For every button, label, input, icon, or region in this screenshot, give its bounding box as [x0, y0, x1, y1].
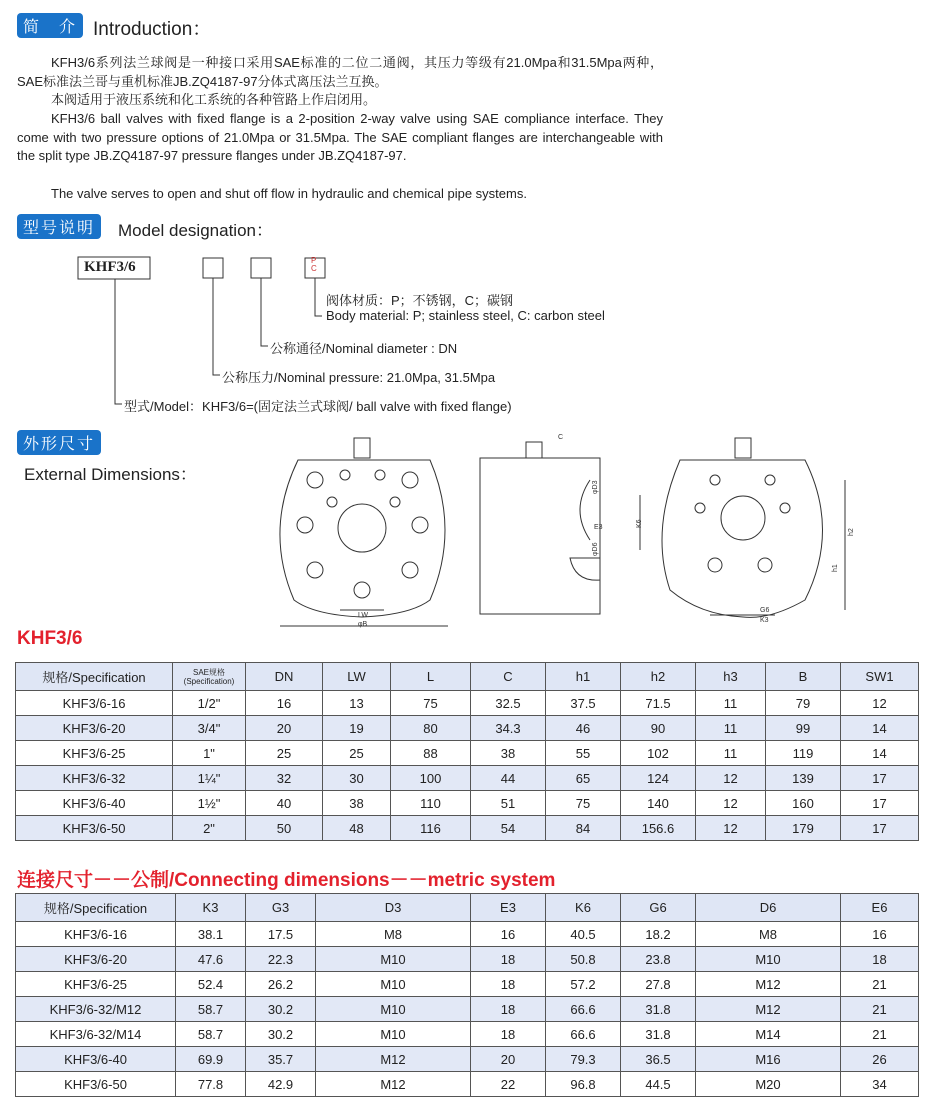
table-cell: 18 — [471, 947, 546, 972]
table-cell: 12 — [841, 691, 919, 716]
intro-badge: 简 介 — [17, 13, 83, 38]
table-cell: 12 — [696, 791, 766, 816]
table-cell: 11 — [696, 691, 766, 716]
table-cell: 16 — [471, 922, 546, 947]
table-cell: KHF3/6-20 — [16, 716, 173, 741]
table-cell: M10 — [316, 947, 471, 972]
table-cell: 40 — [246, 791, 323, 816]
table-cell: KHF3/6-50 — [16, 1072, 176, 1097]
table-cell: 30.2 — [246, 997, 316, 1022]
table-cell: 179 — [766, 816, 841, 841]
external-dimensions-drawing — [270, 430, 870, 635]
table-cell: 116 — [391, 816, 471, 841]
table-row — [16, 766, 919, 791]
table-row — [16, 1022, 919, 1047]
table-cell: 88 — [391, 741, 471, 766]
table-cell: 38 — [323, 791, 391, 816]
table-cell: 42.9 — [246, 1072, 316, 1097]
table-cell: 58.7 — [176, 1022, 246, 1047]
table-cell: 17 — [841, 766, 919, 791]
table-row — [16, 816, 919, 841]
table-cell: 11 — [696, 741, 766, 766]
model-title: Model designation： — [118, 221, 273, 240]
table2-title: 连接尺寸－－公制/Connecting dimensions－－metric system — [17, 870, 556, 891]
dim-label-h1: h1 — [832, 564, 839, 572]
table-cell: 69.9 — [176, 1047, 246, 1072]
table-row — [16, 716, 919, 741]
table-cell: 27.8 — [621, 972, 696, 997]
table-cell: 40.5 — [546, 922, 621, 947]
model-pc: P C — [311, 256, 317, 273]
column-header: E6 — [841, 894, 919, 922]
table-cell: KHF3/6-20 — [16, 947, 176, 972]
dim-label-d6: φD6 — [592, 542, 599, 556]
column-header: G6 — [621, 894, 696, 922]
table-cell: 18 — [471, 972, 546, 997]
table-cell: 31.8 — [621, 1022, 696, 1047]
column-header: K3 — [176, 894, 246, 922]
table-cell: KHF3/6-32/M14 — [16, 1022, 176, 1047]
table-cell: 57.2 — [546, 972, 621, 997]
column-header: DN — [246, 663, 323, 691]
dim-label-k6: K6 — [636, 519, 643, 528]
front-view — [280, 438, 448, 626]
table-cell: 25 — [246, 741, 323, 766]
table-cell: M12 — [316, 1047, 471, 1072]
table-cell: 17 — [841, 816, 919, 841]
table-cell: 71.5 — [621, 691, 696, 716]
table-cell: 23.8 — [621, 947, 696, 972]
table-cell: 140 — [621, 791, 696, 816]
table-cell: 34.3 — [471, 716, 546, 741]
table-cell: M8 — [696, 922, 841, 947]
table-row — [16, 791, 919, 816]
table-row — [16, 997, 919, 1022]
table-cell: 1" — [173, 741, 246, 766]
side-view — [480, 442, 600, 614]
table-cell: 16 — [841, 922, 919, 947]
intro-en-2: The valve serves to open and shut off flow in hydraulic and chemical pipe systems. — [51, 186, 527, 201]
dim-label-k3: K3 — [760, 617, 769, 624]
table-cell: 119 — [766, 741, 841, 766]
table-row — [16, 691, 919, 716]
table-cell: 20 — [471, 1047, 546, 1072]
table-cell: 30.2 — [246, 1022, 316, 1047]
connecting-dimensions-table — [15, 893, 919, 1097]
table-cell: 66.6 — [546, 997, 621, 1022]
table-cell: 21 — [841, 997, 919, 1022]
table-cell: 32 — [246, 766, 323, 791]
table-cell: 22.3 — [246, 947, 316, 972]
table-cell: 124 — [621, 766, 696, 791]
table-cell: 37.5 — [546, 691, 621, 716]
column-header: SW1 — [841, 663, 919, 691]
intro-en-1: KFH3/6 ball valves with fixed flange is a 2-position 2-way valve using SAE compliance interface. They come with two pressure options of 21.0Mpa or 31.5Mpa. The SAE compliant flanges are interchangeable with the split type JB.ZQ4187-97 pressure flanges under JB.ZQ4187-97. — [17, 111, 663, 164]
dim-label-d3: φD3 — [592, 480, 599, 494]
table-cell: 160 — [766, 791, 841, 816]
table-cell: 14 — [841, 716, 919, 741]
column-header: h2 — [621, 663, 696, 691]
table-cell: 75 — [391, 691, 471, 716]
table-cell: 18.2 — [621, 922, 696, 947]
table-cell: KHF3/6-40 — [16, 1047, 176, 1072]
dim-label-b: φB — [358, 621, 368, 628]
table-cell: 50 — [246, 816, 323, 841]
table-cell: 25 — [323, 741, 391, 766]
table-cell: 47.6 — [176, 947, 246, 972]
column-header: E3 — [471, 894, 546, 922]
table-cell: M20 — [696, 1072, 841, 1097]
table-cell: 65 — [546, 766, 621, 791]
model-code: KHF3/6 — [84, 259, 136, 275]
table-cell: 17.5 — [246, 922, 316, 947]
table-cell: 38.1 — [176, 922, 246, 947]
table-cell: 12 — [696, 816, 766, 841]
column-header: 规格/Specification — [16, 894, 176, 922]
table-cell: 13 — [323, 691, 391, 716]
table-cell: 18 — [841, 947, 919, 972]
header-row — [16, 663, 919, 691]
table-cell: 51 — [471, 791, 546, 816]
table-cell: M12 — [696, 997, 841, 1022]
dim-label-lw: LW — [358, 612, 368, 619]
dim-label-g6: G6 — [760, 607, 770, 614]
table-cell: 32.5 — [471, 691, 546, 716]
header-row — [16, 894, 919, 922]
table-cell: M12 — [316, 1072, 471, 1097]
rear-view — [640, 438, 845, 617]
table-cell: 18 — [471, 1022, 546, 1047]
table-cell: M8 — [316, 922, 471, 947]
table-cell: KHF3/6-16 — [16, 922, 176, 947]
table-cell: 77.8 — [176, 1072, 246, 1097]
table-cell: 21 — [841, 972, 919, 997]
table-cell: 110 — [391, 791, 471, 816]
model-material-cn: 阀体材质：P；不锈钢，C；碳钢 — [326, 293, 514, 308]
table-cell: 11 — [696, 716, 766, 741]
column-header: G3 — [246, 894, 316, 922]
table-cell: 19 — [323, 716, 391, 741]
column-header: h3 — [696, 663, 766, 691]
dim-label-c: C — [558, 434, 564, 441]
column-header: K6 — [546, 894, 621, 922]
dim-label-h2: h2 — [848, 528, 855, 536]
column-header: h1 — [546, 663, 621, 691]
table-cell: 26 — [841, 1047, 919, 1072]
table-cell: M10 — [316, 972, 471, 997]
table-cell: 17 — [841, 791, 919, 816]
table-row — [16, 1047, 919, 1072]
table-cell: 12 — [696, 766, 766, 791]
table-cell: 66.6 — [546, 1022, 621, 1047]
table-cell: 90 — [621, 716, 696, 741]
table1-title: KHF3/6 — [17, 628, 83, 649]
table-cell: 52.4 — [176, 972, 246, 997]
table-cell: 55 — [546, 741, 621, 766]
table-cell: 44.5 — [621, 1072, 696, 1097]
table-cell: 30 — [323, 766, 391, 791]
table-cell: 38 — [471, 741, 546, 766]
table-cell: 48 — [323, 816, 391, 841]
table-cell: KHF3/6-40 — [16, 791, 173, 816]
column-header: L — [391, 663, 471, 691]
handle — [354, 438, 370, 458]
column-header: D3 — [316, 894, 471, 922]
table-cell: M10 — [316, 1022, 471, 1047]
ext-title: External Dimensions： — [24, 465, 197, 484]
table-cell: 58.7 — [176, 997, 246, 1022]
table-cell: 80 — [391, 716, 471, 741]
table-cell: 31.8 — [621, 997, 696, 1022]
table-row — [16, 922, 919, 947]
dim-label-e3: E3 — [594, 524, 603, 531]
table-cell: 84 — [546, 816, 621, 841]
table-row — [16, 1072, 919, 1097]
table-cell: 79 — [766, 691, 841, 716]
table-cell: 1/2" — [173, 691, 246, 716]
model-badge: 型号说明 — [17, 214, 101, 239]
table-cell: 79.3 — [546, 1047, 621, 1072]
table-cell: KHF3/6-16 — [16, 691, 173, 716]
table-cell: KHF3/6-25 — [16, 741, 173, 766]
table-cell: 36.5 — [621, 1047, 696, 1072]
table-cell: 54 — [471, 816, 546, 841]
table-cell: KHF3/6-32/M12 — [16, 997, 176, 1022]
intro-cn-1: KFH3/6系列法兰球阀是一种接口采用SAE标准的二位二通阀，其压力等级有21.0Mpa和31.5Mpa两种，SAE标准法兰哥与重机标准JB.ZQ4187-97分体式离压法兰互换。 — [17, 55, 663, 89]
table-cell: 21 — [841, 1022, 919, 1047]
table-cell: KHF3/6-25 — [16, 972, 176, 997]
table-cell: 1½" — [173, 791, 246, 816]
intro-title: Introduction： — [93, 19, 212, 40]
table-cell: 1¼" — [173, 766, 246, 791]
table-cell: M10 — [696, 947, 841, 972]
table-row — [16, 972, 919, 997]
column-header: LW — [323, 663, 391, 691]
table-row — [16, 947, 919, 972]
model-material-en: Body material: P; stainless steel, C: carbon steel — [326, 308, 605, 323]
table-cell: 3/4" — [173, 716, 246, 741]
specification-table — [15, 662, 919, 841]
table-cell: 75 — [546, 791, 621, 816]
table-cell: 44 — [471, 766, 546, 791]
table-row — [16, 741, 919, 766]
table-cell: M10 — [316, 997, 471, 1022]
table-cell: KHF3/6-50 — [16, 816, 173, 841]
table-cell: 26.2 — [246, 972, 316, 997]
table-cell: 139 — [766, 766, 841, 791]
table-cell: M16 — [696, 1047, 841, 1072]
model-dn: 公称通径/Nominal diameter : DN — [270, 341, 458, 356]
table-cell: 102 — [621, 741, 696, 766]
table-cell: 20 — [246, 716, 323, 741]
table-cell: 99 — [766, 716, 841, 741]
table-cell: 22 — [471, 1072, 546, 1097]
column-header: B — [766, 663, 841, 691]
column-header: SAE规格 (Specification) — [173, 663, 246, 691]
table-cell: 50.8 — [546, 947, 621, 972]
table-cell: 100 — [391, 766, 471, 791]
table-cell: 46 — [546, 716, 621, 741]
intro-cn-2: 本阀适用于液压系统和化工系统的各种管路上作启闭用。 — [51, 92, 377, 107]
table-cell: 96.8 — [546, 1072, 621, 1097]
table-cell: 156.6 — [621, 816, 696, 841]
table-cell: KHF3/6-32 — [16, 766, 173, 791]
table-cell: 18 — [471, 997, 546, 1022]
column-header: 规格/Specification — [16, 663, 173, 691]
table-cell: 2" — [173, 816, 246, 841]
ext-badge: 外形尺寸 — [17, 430, 101, 455]
table-cell: 14 — [841, 741, 919, 766]
table-cell: M14 — [696, 1022, 841, 1047]
table-cell: 35.7 — [246, 1047, 316, 1072]
table-cell: 16 — [246, 691, 323, 716]
column-header: D6 — [696, 894, 841, 922]
model-pressure: 公称压力/Nominal pressure: 21.0Mpa, 31.5Mpa — [222, 370, 496, 385]
column-header: C — [471, 663, 546, 691]
table-cell: M12 — [696, 972, 841, 997]
model-type: 型式/Model：KHF3/6=(固定法兰式球阀/ ball valve with fixed flange) — [124, 399, 512, 414]
table-cell: 34 — [841, 1072, 919, 1097]
